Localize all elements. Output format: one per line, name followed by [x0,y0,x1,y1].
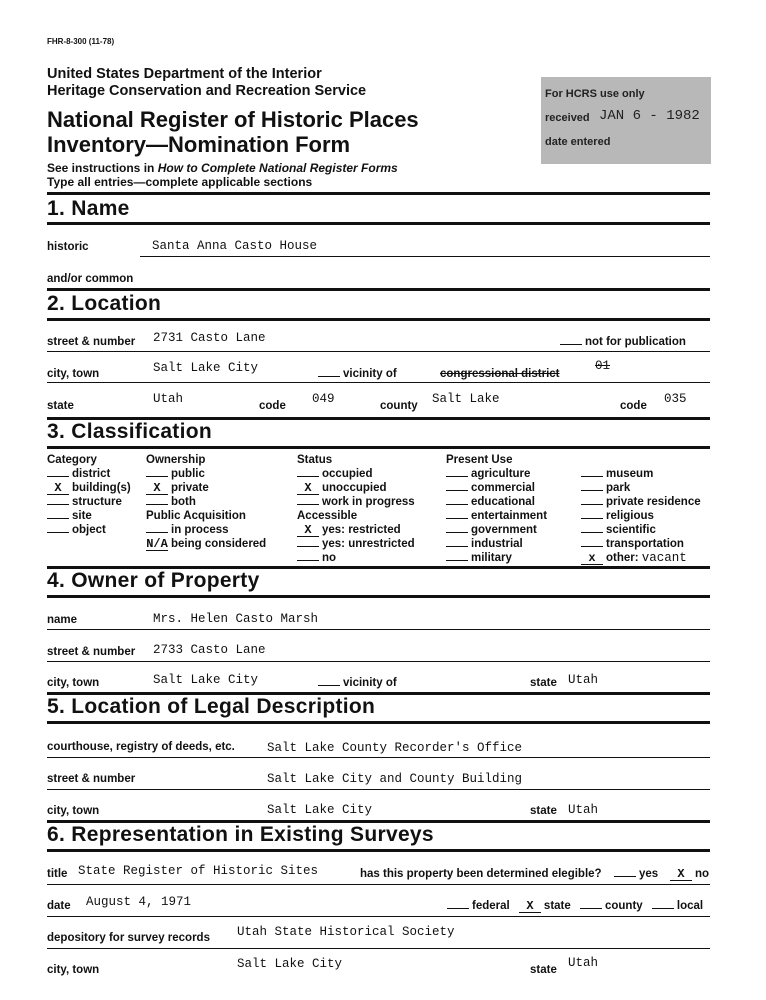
present-use-row [446,537,547,551]
blank [318,376,340,377]
location-vicinity [318,368,397,380]
present-use-mark [446,560,468,561]
present-use-row [581,495,701,509]
courthouse-value: Salt Lake County Recorder's Office [267,741,523,755]
depository-label: depository for survey records [47,932,210,944]
present-use-row [446,481,547,495]
ownership-heading: Ownership [146,454,206,466]
historic-name-value: Santa Anna Casto House [152,239,318,253]
accessible-row-restricted [297,523,415,537]
owner-name-label: name [47,614,78,626]
present-use-mark [581,532,603,533]
rule [47,595,710,598]
owner-vicinity-label: vicinity of [343,677,397,689]
category-text: district [72,468,111,480]
field-line [47,661,710,662]
location-city-value: Salt Lake City [153,361,259,375]
other-use-value: vacant [641,551,687,565]
survey-city-label: city, town [47,964,100,976]
owner-name-value: Mrs. Helen Casto Marsh [153,612,319,626]
status-mark [297,476,319,477]
ownership-text: both [171,496,196,508]
location-state-value: Utah [153,392,184,406]
location-street-value: 2731 Casto Lane [153,331,266,345]
common-name-label: and/or common [47,273,134,285]
ownership-text: public [171,468,205,480]
field-line [47,948,710,949]
category-row-site [47,509,131,523]
status-column [297,453,415,565]
present-use-text: military [471,552,512,564]
present-use-row [581,523,701,537]
accessible-heading: Accessible [297,510,358,522]
federal-label: federal [472,900,510,912]
owner-city-value: Salt Lake City [153,673,259,687]
present-use-text: other: [606,552,639,564]
eligible-question: has this property been determined elegible? [360,868,602,880]
county-level-label: county [604,900,643,912]
congressional-district-label: congressional district [440,368,560,380]
rule [47,446,710,449]
category-mark [47,518,69,519]
present-use-text: educational [471,496,535,508]
ownership-mark [146,504,168,505]
status-row-work-in-progress [297,495,415,509]
category-row-structure [47,495,131,509]
county-code-value: 035 [664,392,687,406]
present-use-row [446,509,547,523]
field-line [47,789,710,790]
present-use-mark [581,490,603,491]
acquisition-mark: N/A [146,537,168,551]
present-use-text: government [471,524,537,536]
present-use-mark [581,546,603,547]
field-line [47,629,710,630]
ownership-row-public [146,467,266,481]
acquisition-mark [146,532,168,533]
section-2-heading: 2. Location [47,292,162,315]
blank [652,908,674,909]
status-mark [297,504,319,505]
legal-state-label: state [530,805,557,817]
acquisition-row-being-considered [146,537,266,551]
blank [580,908,602,909]
state-mark: X [519,901,541,913]
category-column [47,453,131,537]
present-use-text: entertainment [471,510,548,522]
present-use-mark [446,504,468,505]
location-street-label: street & number [47,336,136,348]
field-line [140,256,710,257]
not-for-publication-label: not for publication [585,336,686,348]
present-use-text: commercial [471,482,535,494]
accessible-mark [297,560,319,561]
instructions-italic: How to Complete National Register Forms [157,161,398,175]
present-use-text: museum [606,468,654,480]
owner-state-label: state [530,677,557,689]
blank [560,344,582,345]
legal-state-value: Utah [568,803,599,817]
status-text: work in progress [322,496,415,508]
section-5-heading: 5. Location of Legal Description [47,695,376,718]
present-use-row [446,467,547,481]
category-mark [47,476,69,477]
category-row-district [47,467,131,481]
present-use-text: park [606,482,631,494]
rule [47,318,710,321]
section-4-heading: 4. Owner of Property [47,569,260,592]
instructions-prefix: See instructions in [47,161,158,175]
acquisition-row-in-process [146,523,266,537]
present-use-mark [581,476,603,477]
present-use-text: religious [606,510,654,522]
legal-city-label: city, town [47,805,100,817]
county-value: Salt Lake [432,392,500,406]
accessible-text: no [322,552,337,564]
stamp-date-entered-label: date entered [545,136,611,148]
status-text: occupied [322,468,373,480]
present-use-row [581,467,701,481]
owner-street-label: street & number [47,646,136,658]
category-mark [47,504,69,505]
stamp-received-value: JAN 6 - 1982 [599,108,700,124]
present-use-row [446,551,547,565]
section-6-heading: 6. Representation in Existing Surveys [47,823,434,846]
present-use-column-2 [581,467,701,565]
state-label: state [543,900,571,912]
congressional-district-value: 01 [595,359,611,373]
present-use-heading: Present Use [446,454,513,466]
present-use-mark [581,518,603,519]
ownership-column [146,453,266,551]
status-row-unoccupied [297,481,415,495]
present-use-text: scientific [606,524,656,536]
instructions-line-1 [47,161,398,175]
legal-street-label: street & number [47,773,136,785]
rule [47,849,710,852]
survey-city-value: Salt Lake City [237,957,343,971]
rule [47,288,710,291]
agency-line-2: Heritage Conservation and Recreation Service [47,83,367,99]
present-use-text: transportation [606,538,684,550]
accessible-mark [297,546,319,547]
owner-state-value: Utah [568,673,599,687]
form-id: FHR-8-300 (11-78) [47,37,115,46]
blank [614,876,636,877]
ownership-text: private [171,482,209,494]
rule [47,222,710,225]
accessible-row-unrestricted [297,537,415,551]
historic-label: historic [47,241,89,253]
present-use-text: private residence [606,496,701,508]
present-use-text: agriculture [471,468,531,480]
present-use-mark [446,518,468,519]
accessible-row-no [297,551,415,565]
category-text: building(s) [72,482,131,494]
present-use-mark [446,476,468,477]
survey-date-label: date [47,900,71,912]
location-state-label: state [47,400,74,412]
rule [47,192,710,195]
local-label: local [676,900,704,912]
location-city-label: city, town [47,368,100,380]
present-use-row [581,537,701,551]
rule [47,721,710,724]
section-3-heading: 3. Classification [47,420,212,443]
survey-title-value: State Register of Historic Sites [78,864,319,878]
instructions-line-2: Type all entries—complete applicable sections [47,175,313,189]
present-use-row [446,523,547,537]
survey-date-value: August 4, 1971 [86,895,192,909]
survey-state-label: state [530,964,557,976]
depository-value: Utah State Historical Society [237,925,455,939]
stamp-header: For HCRS use only [545,88,645,100]
owner-street-value: 2733 Casto Lane [153,643,266,657]
status-row-occupied [297,467,415,481]
present-use-mark: x [581,553,603,565]
blank [447,908,469,909]
county-code-label: code [620,400,647,412]
not-for-publication [560,336,686,348]
status-heading: Status [297,454,333,466]
field-line [47,382,710,383]
category-row-building [47,481,131,495]
eligible-no-label: no [695,868,710,880]
present-use-mark [581,504,603,505]
eligible-yes-label: yes [639,868,659,880]
form-title-line-1: National Register of Historic Places [47,107,419,132]
present-use-row-other [581,551,701,565]
section-1-heading: 1. Name [47,197,130,220]
eligible-no-mark: X [670,869,692,881]
eligible-no [670,868,709,881]
present-use-row [581,509,701,523]
ownership-row-private [146,481,266,495]
category-mark: X [47,483,69,495]
present-use-mark [446,532,468,533]
category-mark [47,532,69,533]
legal-street-value: Salt Lake City and County Building [267,772,523,786]
category-heading: Category [47,454,97,466]
ownership-mark: X [146,483,168,495]
category-text: object [72,524,106,536]
present-use-text: industrial [471,538,523,550]
hcrs-use-only-stamp [541,77,711,164]
acquisition-text: being considered [171,538,267,550]
category-row-object [47,523,131,537]
owner-vicinity [318,677,397,689]
present-use-row [581,481,701,495]
field-line [47,757,710,758]
present-use-mark [446,546,468,547]
field-line [47,351,710,352]
category-text: structure [72,496,122,508]
field-line [47,884,710,885]
survey-title-label: title [47,868,68,880]
legal-city-value: Salt Lake City [267,803,373,817]
present-use-mark [446,490,468,491]
survey-state-value: Utah [568,956,599,970]
county-label: county [380,400,418,412]
state-code-value: 049 [312,392,335,406]
accessible-text: yes: unrestricted [322,538,415,550]
ownership-mark [146,476,168,477]
status-mark: X [297,483,319,495]
location-vicinity-label: vicinity of [343,368,397,380]
ownership-row-both [146,495,266,509]
category-text: site [72,510,92,522]
accessible-mark: X [297,525,319,537]
present-use-row [446,495,547,509]
public-acquisition-heading: Public Acquisition [146,510,246,522]
blank [318,685,340,686]
acquisition-text: in process [171,524,229,536]
form-title-line-2: Inventory—Nomination Form [47,132,351,157]
state-code-label: code [259,400,286,412]
present-use-column-1 [446,453,547,565]
agency-line-1: United States Department of the Interior [47,66,322,82]
stamp-received-label: received [545,112,590,124]
eligible-yes [614,868,658,880]
field-line [47,916,710,917]
courthouse-label: courthouse, registry of deeds, etc. [47,741,235,753]
accessible-text: yes: restricted [322,524,401,536]
status-text: unoccupied [322,482,387,494]
owner-city-label: city, town [47,677,100,689]
survey-level [447,900,703,913]
